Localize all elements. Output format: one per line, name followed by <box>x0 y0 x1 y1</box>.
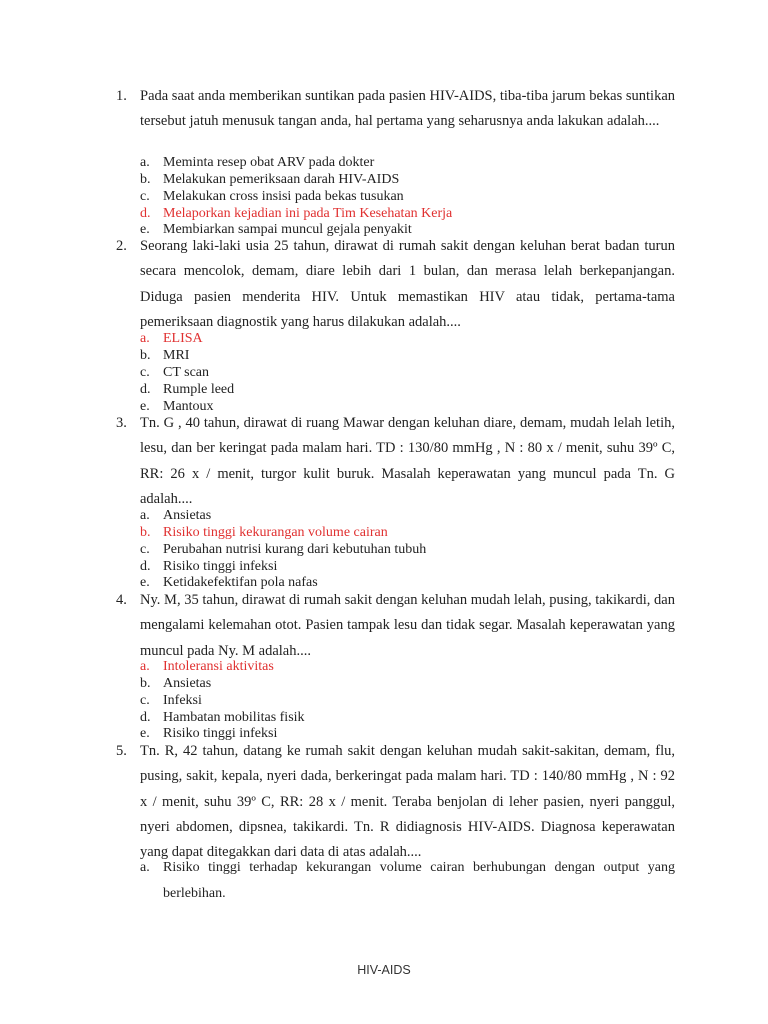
option-b: b. Ansietas <box>140 676 212 691</box>
question-number: 2. <box>116 238 127 254</box>
option-d: d. Rumple leed <box>140 382 235 397</box>
option-b: b. MRI <box>140 348 190 363</box>
question-text: Ny. M, 35 tahun, dirawat di rumah sakit dengan keluhan mudah lelah, pusing, takikardi, dan mengalami kelemahan otot. Pasien tampak lesu dan tidak segar. Masalah keperawatan yang muncul pada Ny. M adalah.... <box>140 592 675 659</box>
option-d-correct: d. Melaporkan kejadian ini pada Tim Kesehatan Kerja <box>140 206 453 221</box>
option-e: e. Mantoux <box>140 399 214 414</box>
question-text: Tn. G , 40 tahun, dirawat di ruang Mawar dengan keluhan diare, demam, mudah lelah letih, lesu, dan ber keringat pada malam hari. TD : 130/80 mmHg , N : 80 x / menit, suhu 39º C, RR: 26 x / menit, turgor kulit buruk. Masalah keperawatan yang muncul pada Tn. G adalah.... <box>140 415 675 507</box>
option-c: c. CT scan <box>140 365 210 380</box>
option-d: d. Risiko tinggi infeksi <box>140 559 278 574</box>
question-number: 4. <box>116 592 127 608</box>
option-a: a. Ansietas <box>140 508 212 523</box>
option-a: a. Risiko tinggi terhadap kekurangan volume cairan berhubungan dengan output yang berlebihan. <box>140 860 675 901</box>
option-a: a. Meminta resep obat ARV pada dokter <box>140 155 375 170</box>
option-d: d. Hambatan mobilitas fisik <box>140 710 305 725</box>
option-c: c. Perubahan nutrisi kurang dari kebutuhan tubuh <box>140 542 427 557</box>
option-c: c. Infeksi <box>140 693 202 708</box>
option-b: b. Melakukan pemeriksaan darah HIV-AIDS <box>140 172 400 187</box>
option-e: e. Risiko tinggi infeksi <box>140 726 278 741</box>
option-e: e. Membiarkan sampai muncul gejala penyakit <box>140 222 412 237</box>
question-text: Tn. R, 42 tahun, datang ke rumah sakit dengan keluhan mudah sakit-sakitan, demam, flu, pusing, sakit, kepala, nyeri dada, berkeringat pada malam hari. TD : 140/80 mmHg , N : 92 x / menit, suhu 39º C, RR: 28 x / menit. Teraba benjolan di leher pasien, nyeri panggul, nyeri abdomen, dipsnea, takikardi. Tn. R didiagnosis HIV-AIDS. Diagnosa keperawatan yang dapat ditegakkan dari data di atas adalah.... <box>140 743 675 861</box>
option-e: e. Ketidakefektifan pola nafas <box>140 575 318 590</box>
question-number: 3. <box>116 415 127 431</box>
option-a-correct: a. ELISA <box>140 331 203 346</box>
question-number: 1. <box>116 88 127 104</box>
question-number: 5. <box>116 743 127 759</box>
option-a-correct: a. Intoleransi aktivitas <box>140 659 274 674</box>
question-text: Seorang laki-laki usia 25 tahun, dirawat di rumah sakit dengan keluhan berat badan turun secara mencolok, demam, diare lebih dari 1 bulan, dan merasa lelah berkepanjangan. Diduga pasien menderita HIV. Untuk memastikan HIV atau tidak, pertama-tama pemeriksaan diagnostik yang harus dilakukan adalah.... <box>140 238 675 330</box>
option-c: c. Melakukan cross insisi pada bekas tusukan <box>140 189 404 204</box>
option-b-correct: b. Risiko tinggi kekurangan volume cairan <box>140 525 388 540</box>
question-text: Pada saat anda memberikan suntikan pada pasien HIV-AIDS, tiba-tiba jarum bekas suntikan tersebut jatuh menusuk tangan anda, hal pertama yang seharusnya anda lakukan adalah.... <box>140 88 676 130</box>
page-footer: HIV-AIDS <box>357 963 411 977</box>
